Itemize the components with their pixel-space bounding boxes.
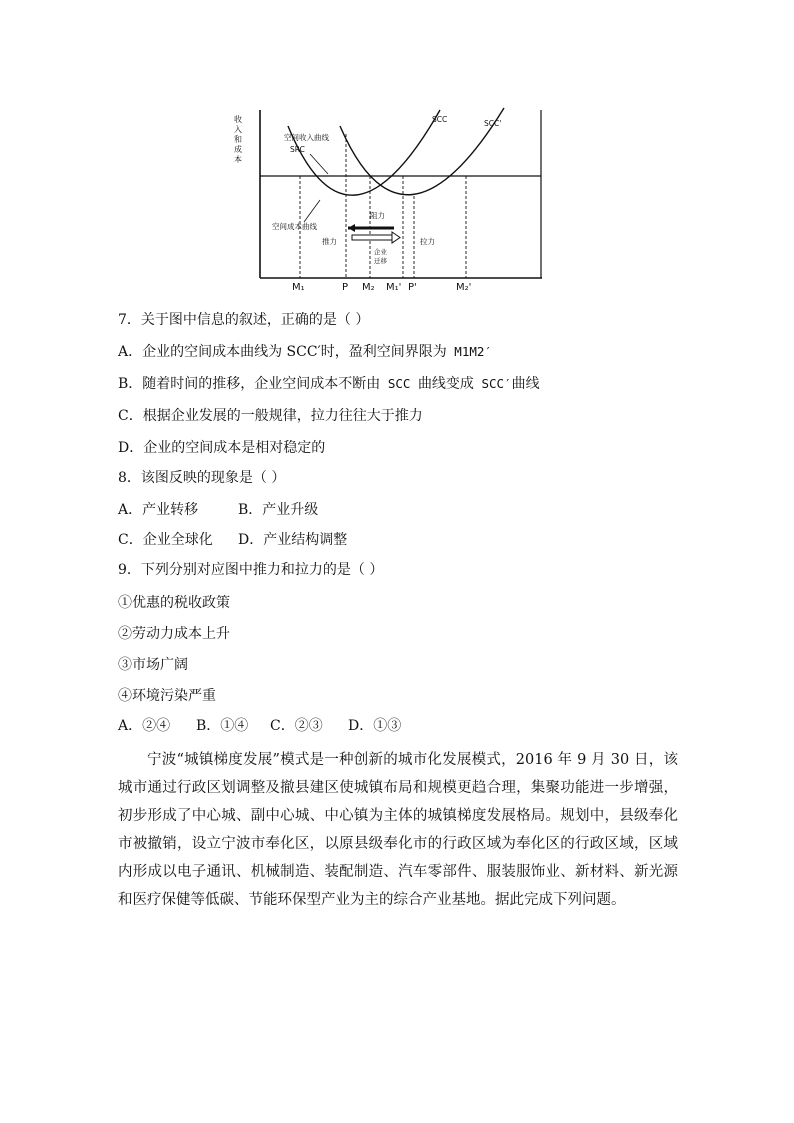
q7-option-b[interactable] <box>118 374 540 394</box>
q7-option-a-text: A．企业的空间成本曲线为 SCC′时，盈利空间界限为 <box>118 344 447 360</box>
scc-prime-curve <box>340 108 504 195</box>
q9-option-a[interactable]: A．②④ <box>118 718 171 734</box>
q9-item-4: ④环境污染严重 <box>118 688 216 704</box>
x-tick-labels: M₁ P M₂ M₁' P' M₂' <box>292 282 472 293</box>
q7-option-a-code: M1M2′ <box>446 344 492 359</box>
src-title-label: 空间收入曲线 <box>284 133 329 142</box>
scc-label: SCC <box>432 115 448 124</box>
q9-item-2: ②劳动力成本上升 <box>118 626 230 642</box>
q7-option-c[interactable]: C．根据企业发展的一般规律，拉力往往大于推力 <box>118 408 423 424</box>
q7-stem: 7．关于图中信息的叙述，正确的是（ ） <box>118 312 370 328</box>
resistance-label: 阻力 <box>370 211 385 220</box>
src-label: SRC <box>290 145 305 154</box>
q8-stem: 8．该图反映的现象是（ ） <box>118 470 286 486</box>
q8-option-b[interactable]: B．产业升级 <box>238 502 319 518</box>
q9-option-c[interactable]: C．②③ <box>270 718 323 734</box>
q7-option-b-text-1: B．随着时间的推移，企业空间成本不断由 <box>118 376 381 392</box>
q7-option-d[interactable]: D．企业的空间成本是相对稳定的 <box>118 440 326 456</box>
q9-item-3: ③市场广阔 <box>118 657 188 673</box>
migration-label-1: 企业 <box>374 248 387 256</box>
q9-option-d[interactable]: D．①③ <box>348 718 402 734</box>
q9-stem: 9．下列分别对应图中推力和拉力的是（ ） <box>118 562 384 578</box>
industry-migration-diagram <box>228 104 548 294</box>
q9-item-1: ①优惠的税收政策 <box>118 595 230 611</box>
pull-label: 拉力 <box>420 237 435 246</box>
q9-option-b[interactable]: B．①④ <box>196 718 249 734</box>
q8-option-a[interactable]: A．产业转移 <box>118 502 199 518</box>
cost-curve-label: 空间成本曲线 <box>272 222 317 231</box>
q7-option-b-code-1: SCC <box>380 376 418 391</box>
q8-option-c[interactable]: C．企业全球化 <box>118 532 213 548</box>
migration-label-2: 迁移 <box>374 257 387 265</box>
resistance-arrowhead <box>348 224 355 232</box>
cost-curve-pointer <box>304 200 320 222</box>
cost-revenue-chart <box>228 104 548 294</box>
scc-curve <box>288 110 440 195</box>
reading-passage: 宁波“城镇梯度发展”模式是一种创新的城市化发展模式，2016 年 9 月 30 日，该城市通过行政区划调整及撤县建区使城镇布局和规模更趋合理，集聚功能进一步增强，初步形成了中心城、副中心城、中心镇为主体的城镇梯度发展格局。规划中，县级奉化市被撤销，设立宁波市奉化区，以原县级奉化市的行政区域为奉化区的行政区域，区域内形成以电子通讯、机械制造、装配制造、汽车零部件、服装服饰业、新材料、新光源和医疗保健等低碳、节能环保型产业为主的综合产业基地。据此完成下列问题。 <box>118 752 678 908</box>
q8-option-d[interactable]: D．产业结构调整 <box>238 532 348 548</box>
q7-option-a[interactable] <box>118 342 492 362</box>
scc-prime-label: SCC' <box>484 119 502 128</box>
migration-arrow <box>352 235 392 240</box>
q7-option-b-text-2: 曲线变成 <box>417 376 474 392</box>
q7-option-b-text-3: 曲线 <box>511 376 540 392</box>
y-axis-label: 收 入 和 成 本 <box>234 115 242 164</box>
push-label: 推力 <box>322 237 337 246</box>
migration-arrowhead <box>392 232 400 243</box>
q7-option-b-code-2: SCC′ <box>473 376 512 391</box>
